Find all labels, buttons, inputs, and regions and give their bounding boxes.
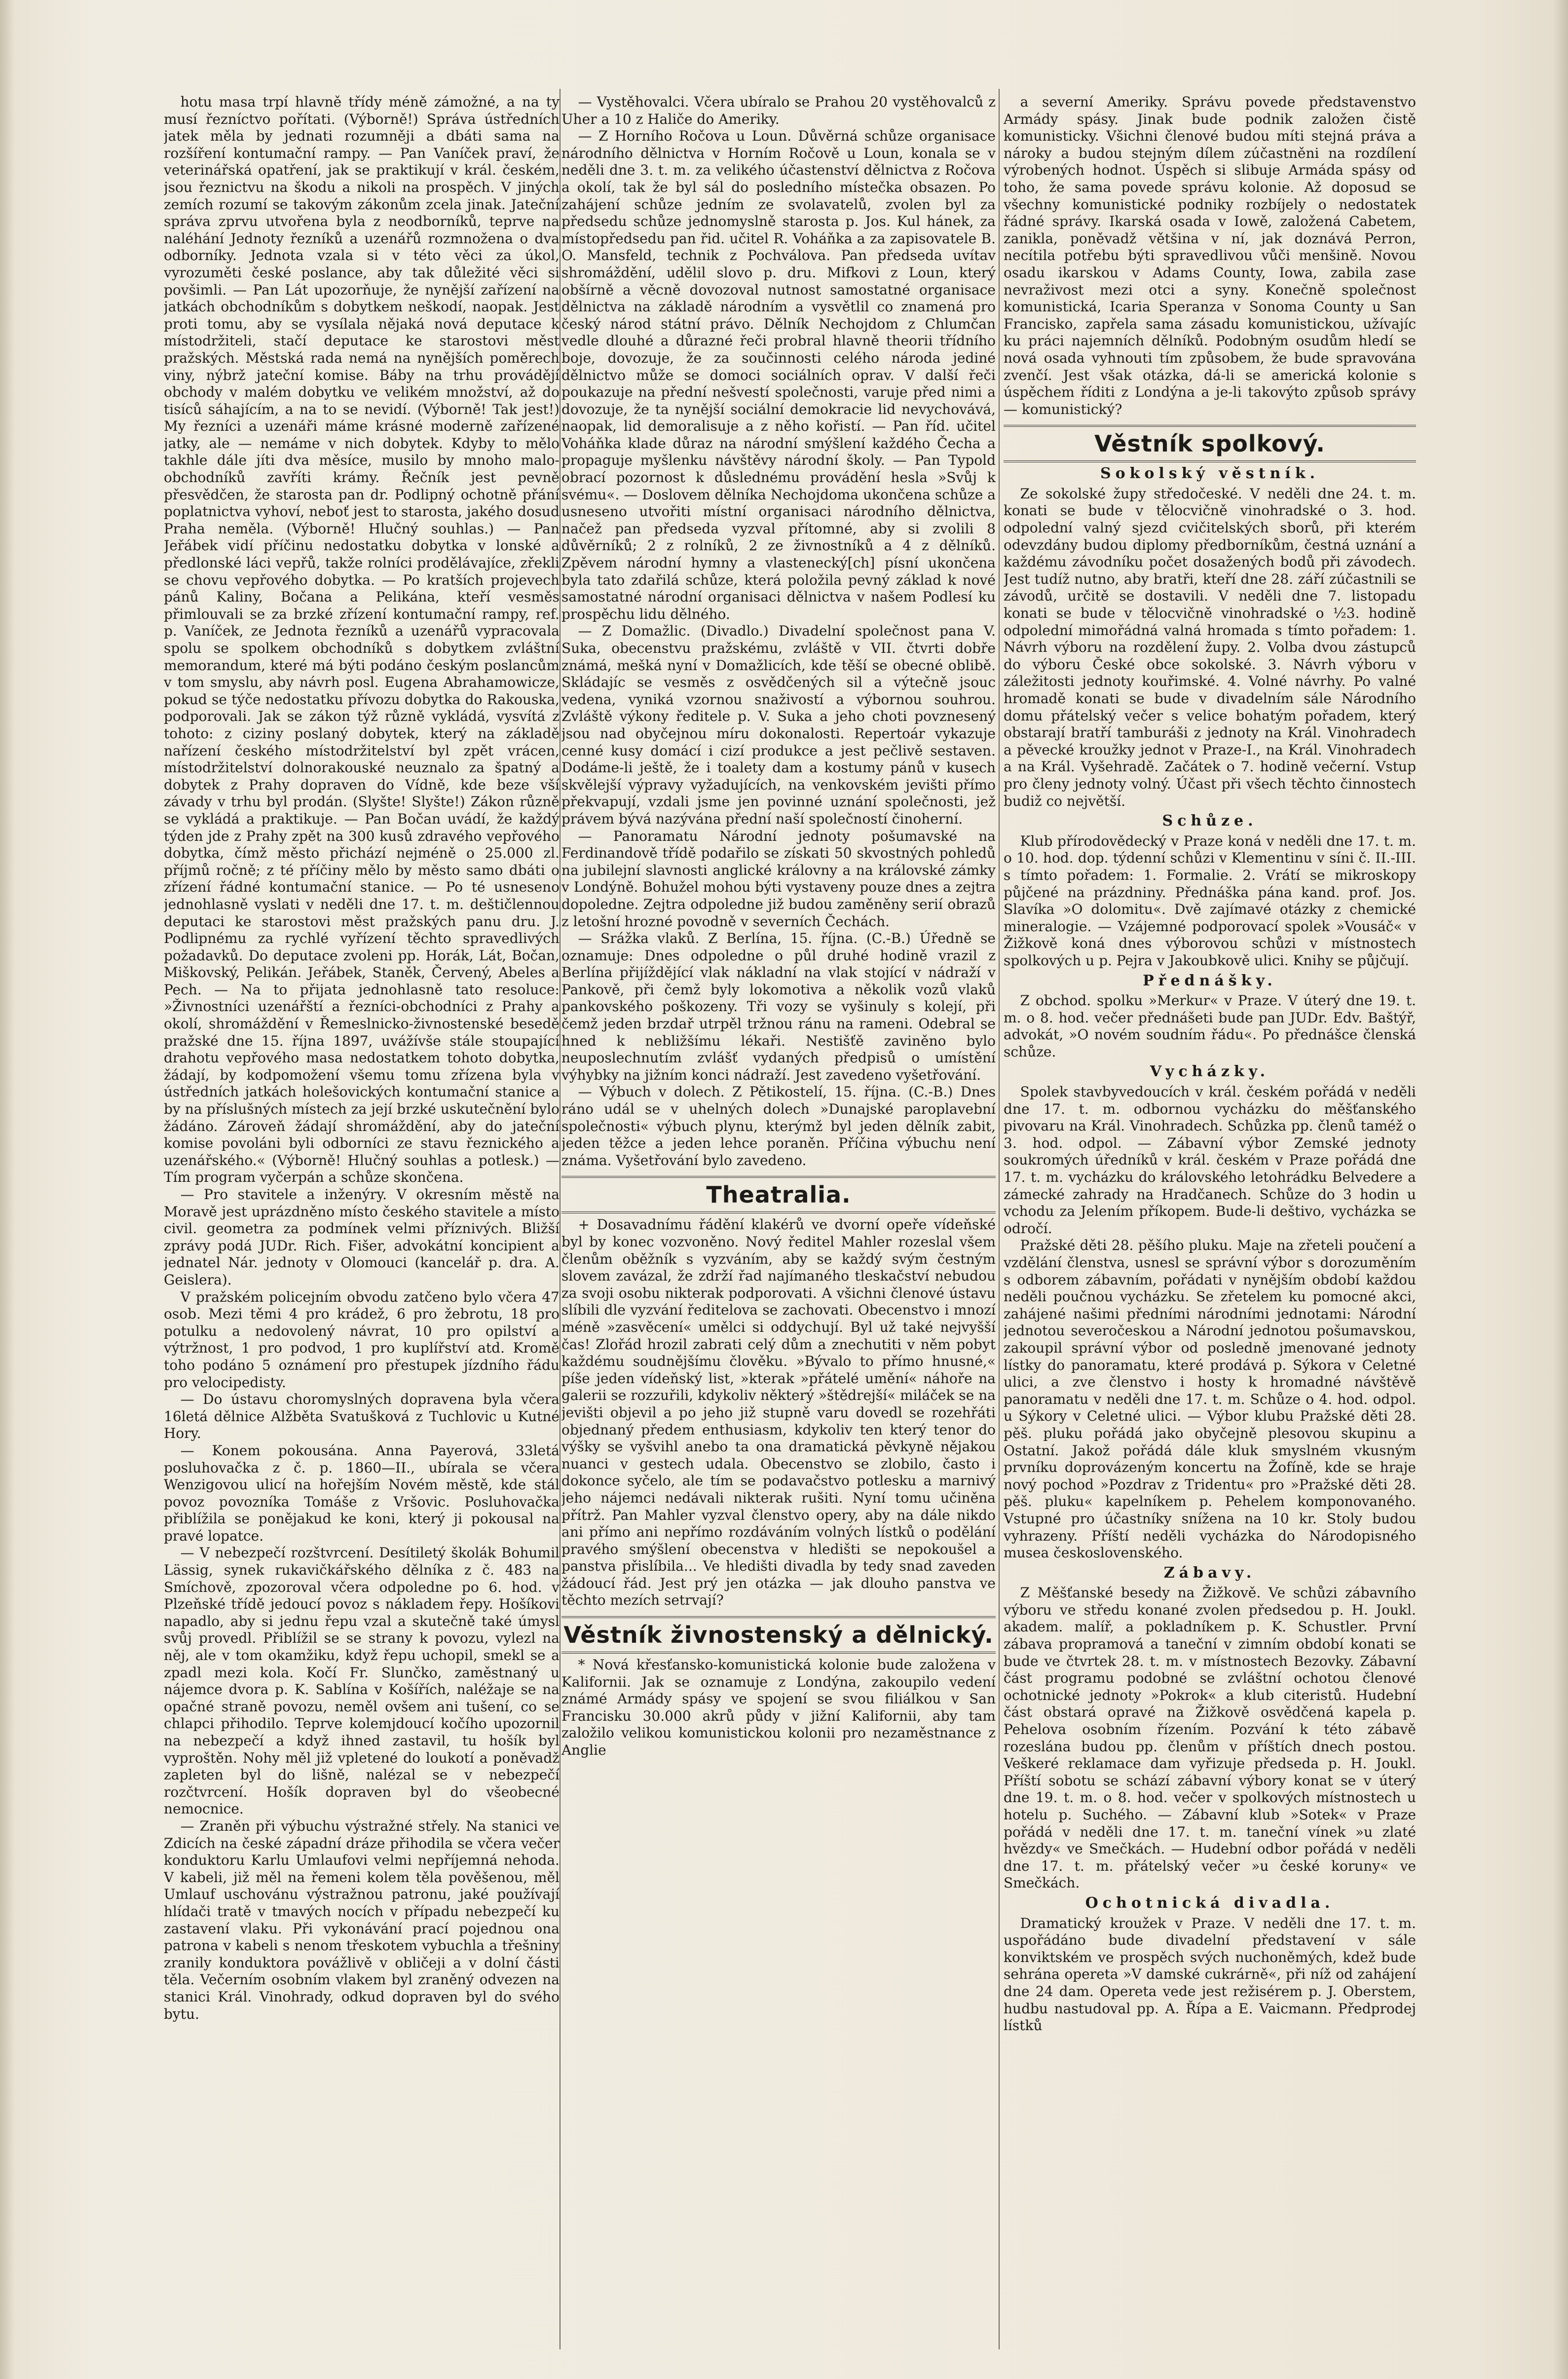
article-paragraph: Pražské děti 28. pěšího pluku. Maje na zřeteli poučení a vzdělání členstva, usnesl se správní výbor s dorozuměním s odborem zábavním, pořádati v nynějším období každou neděli poučnou vycházku. Se zřetelem ku pomocné akci, zahájené našimi předními národními jednotami: Národní jednotou severočeskou a Národní jednotou pošumavskou, zakoupil správní výbor od posledně jmenované jednoty lístky do panoramatu, které prodává p. Sýkora v Celetné ulici, a zve členstvo i hosty k hromadné návštěvě panoramatu v neděli dne 17. t. m. Schůze o 4. hod. odpol. u Sýkory v Celetné ulici. — Výbor klubu Pražské děti 28. pěš. pluku pořádá jako obyčejně plesovou skupinu a Ostatní. Jakož pořádá dále kluk smyslném vkusným prvníku doprovázeným koncertu na Žofíně, kde se hraje nový pochod »Pozdrav z Tridentu« pro »Pražské děti 28. pěš. pluku« kapelníkem p. Pehelem komponovaného. Vstupné pro účastníky snížena na 10 kr. Stoly budou vyhrazeny. Příští neděli vycházka do Národopisného musea československého. [1004, 1237, 1416, 1561]
article-paragraph: — Vystěhovalci. Včera ubíralo se Prahou 20 vystěhovalců z Uher a 10 z Haliče do Ameriky. [561, 94, 996, 127]
column-2 [561, 94, 996, 2349]
article-paragraph: Spolek stavbyvedoucích v král. českém pořádá v neděli dne 17. t. m. odbornou vycházku do měšťanského pivovaru na Král. Vinohradech. Schůzka pp. členů taméž o 3. hod. odpol. — Zábavní výbor Zemské jednoty soukromých úředníků v král. českém v Praze pořádá dne 17. t. m. vycházku do královského letohrádku Belvedere a zámecké zahrady na Hradčanech. Schůze do 3 hodin u vchodu za Jelením příkopem. Bude-li deštivo, vycházka se odročí. [1004, 1084, 1416, 1237]
article-paragraph: — Zraněn při výbuchu výstražné střely. Na stanici ve Zdicích na české západní dráze přihodila se včera večer konduktoru Karlu Umlaufovi velmi nepříjemná nehoda. V kabeli, již měl na řemeni kolem těla pověšenou, měl Umlauf uschovánu výstražnou patronu, jaké používají hlídači tratě v tmavých nocích v případu nebezpečí ku zastavení vlaku. Při vykonávání prací pojednou ona patrona v kabeli s nenom třeskotem vybuchla a třešniny zranily konduktora povážlivě v obličeji a v dolní části těla. Večerním osobním vlakem byl zraněný odvezen na stanici Král. Vinohrady, odkud dopraven byl do svého bytu. [164, 1817, 560, 2022]
article-paragraph: — Do ústavu choromyslných dopravena byla včera 16letá dělnice Alžběta Svatušková z Tuchlovic u Kutné Hory. [164, 1391, 560, 1442]
article-paragraph: a severní Ameriky. Správu povede představenstvo Armády spásy. Jinak bude podnik založen čistě komunisticky. Všichni členové budou míti stejná práva a nároky a budou stejným dílem zúčastněni na rozdílení výrobených hodnot. Úspěch si slibuje Armáda spásy od toho, že sama povede správu kolonie. Až doposud se všechny komunistické podniky rozbíjely o nedostatek řádné správy. Ikarská osada v Iowě, založená Cabetem, zanikla, poněvadž většina v ní, jak doznává Perron, necítila potřebu býti spravedlivou vůči menšině. Novou osadu ikarskou v Adams County, Iowa, zabila zase nevraživost mezi otci a syny. Konečně společnost komunistická, Icaria Speranza v Sonoma County u San Francisko, zapřela sama zásadu komunistickou, užívajíc ku práci najemních dělníků. Podobným osudům hledí se nová osada vyhnouti tím způsobem, že bude spravována zvenčí. Jest však otázka, dá-li se americká kolonie s úspěchem říditi z Londýna a je-li takovýto způsob správy — komunistický? [1004, 94, 1416, 417]
article-paragraph: Klub přírodovědecký v Praze koná v neděli dne 17. t. m. o 10. hod. dop. týdenní schůzi v Klementinu v síni č. II.-III. s tímto pořadem: 1. Formalie. 2. Vrátí se mikroskopy půjčené na prázdniny. Přednáška pána kand. prof. Jos. Slavíka »O dolomitu«. Dvě zajímavé otázky z chemické mineralogie. — Vzájemné podporovací spolek »Vousáč« v Žižkově koná dnes výborovou schůzi v místnostech spolkových u p. Pejra v Jakoubkově ulici. Knihy se půjčují. [1004, 832, 1416, 969]
article-paragraph: Z obchod. spolku »Merkur« v Praze. V úterý dne 19. t. m. o 8. hod. večer přednášeti bude pan JUDr. Edv. Baštýř, advokát, »O novém soudním řádu«. Po přednášce členská schůze. [1004, 992, 1416, 1060]
subsection-heading: Sokolský věstník. [1100, 465, 1320, 483]
article-paragraph: — Konem pokousána. Anna Payerová, 33letá posluhovačka z č. p. 1860—II., ubírala se včera Wenzigovou ulicí na hořejším Novém městě, kde stál povoz povozníka Tomáše z Vršovic. Posluhovačka přiblížila se ponějakud ke koni, který ji pokousal na pravé lopatce. [164, 1442, 560, 1544]
left-edge-shadow [0, 0, 15, 2379]
article-paragraph: + Dosavadnímu řádění klakérů ve dvorní opeře vídeňské byl by konec vozvoněno. Nový ředitel Mahler rozeslal všem členům oběžník s vyzváním, aby se každý svým čestným slovem zavázal, že zdrží řad najímaného tleskačství nebudou za svoji osobu nikterak podporovati. A všichni členové ústavu slíbili dle vyzvání ředitelova se zachovati. Obecenstvo i mnozí méně »zasvěcení« umělci si oddychují. Byl už také nejvyšší čas! Zlořád hrozil zabrati celý dům a znechutiti v něm pobyt každému soudnějšímu člověku. »Bývalo to přímo hnusné,« píše jeden vídeňský list, »kterak »přátelé umění« náhoře na galerii se rozzuřili, kdykoliv některý »štědrejší« miláček se na jevišti objevil a po jeho již stupně varu dovedl se rozehřáti objednaný předem enthusiasm, kdykoliv ten který tenor do výšky se vyšvihl anebo ta ona dramatická pěvkyně nějakou nuanci v gestech udala. Obecenstvo se zlobilo, často i dokonce syčelo, ale tím se podavačstvo potlesku a marnivý jeho nájemci nedávali nikterak rušiti. Nyní tomu učiněna přítrž. Pan Mahler vyzval členstvo opery, aby na dále nikdo ani přímo ani nepřímo rozdáváním volných lístků o podělání pravého smýšlení obecenstva v hledišti se nepokoušel a panstva přislíbila... Ve hledišti divadla by tedy snad zaveden žádoucí řád. Jest prý jen otázka — jak dlouho panstva ve těchto mezích setrvají? [561, 1216, 996, 1609]
article-paragraph: hotu masa trpí hlavně třídy méně zámožné, a na ty musí řezníctvo pořítati. (Výborně!) Správa ústředních jatek měla by jednati rozumněji a dbáti sama na rozšíření kontumační rampy. — Pan Vaníček praví, že veterinářská opatření, jak se praktikují v král. českém, jsou řeznictvu na škodu a nikoli na prospěch. V jiných zemích rozumí se takovým zákonům zcela jinak. Jateční správa zprvu utvořena byla z neodborníků, teprve na naléhání Jednoty řezníků a uzenářů rozmnožena o dva odborníky. Jednota vzala si v této věci za úkol, vyrozuměti české poslance, aby tak důležité věci si povšimli. — Pan Lát upozorňuje, že nynější zařízení na jatkách obchodníkům s dobytkem neškodí, naopak. Jest proti tomu, aby se vysílala nějaká nová deputace k místodržiteli, stačí deputace ke starostovi měst pražských. Městská rada nemá na nynějších poměrech viny, nýbrž jateční komise. Báby na trhu provádějí obchody v malém dobytku ve velikém množství, až do tisíců sáhajícím, a na to se nevidí. (Výborně! Tak jest!) My řezníci a uzenáři máme krásné moderně zařízené jatky, ale — nemáme v nich dobytek. Kdyby to mělo takhle dále jíti dva měsíce, musilo by mnoho malo-obchodníků zavříti krámy. Řečník jest pevně přesvědčen, že starosta pan dr. Podlipný ochotně přání poplatnictva vyhoví, neboť jest to starosta, jakého dosud Praha neměla. (Výborně! Hlučný souhlas.) — Pan Jeřábek vidí příčinu nedostatku dobytka v lonské a předlonské láci vepřů, takže rolníci prodělávajíce, zřekli se chovu vepřového dobytka. — Po kratších projevech pánů Kaliny, Bočana a Pelikána, kteří vesměs přimlouvali se za brzké zřízení kontumační rampy, ref. p. Vaníček, ze Jednota řezníků a uzenářů vypracovala spolu se spolkem obchodníků s dobytkem zvláštní memorandum, které má býti podáno českým poslancům v tom smyslu, aby návrh posl. Eugena Abrahamowicze, pokud se týče nedostatku přívozu dobytka do Rakouska, podporovali. Jak se zákon týž různě vykládá, vysvítá z tohoto: z ciziny poslaný dobytek, který na základě nařízení českého místodržitelství byl zpět vrácen, místodržitelství dolnorakouské neuznalo za špatný a dobytek z Prahy dopraven do Vídně, kde beze vší závady v trhu byl prodán. (Slyšte! Slyšte!) Zákon různě se vykládá a praktikuje. — Pan Bočan uvádí, že každý týden jde z Prahy zpět na 300 kusů zdravého vepřového dobytka, čímž město přichází nejméně o 25.000 zl. příjmů ročně; z té příčiny mělo by město samo dbáti o zřízení řádné kontumační stanice. — Po té usneseno jednohlasně vyslati v neděli dne 17. t. m. deštičlennou deputaci ke starostovi měst pražských panu dru. J. Podlipnému za rychlé vyřízení těchto spravedlivých požadavků. Do deputace zvoleni pp. Horák, Lát, Bočan, Miškovský, Pelikán. Jeřábek, Staněk, Červený, Abeles a Pech. — Na to přijata jednohlasně tato resoluce: »Živnostníci uzenářští a řezníci-obchodníci z Prahy a okolí, shromáždění v Řemeslnicko-živnostenské besedě pražské dne 15. října 1897, uvážívše stále stoupající drahotu vepřového masa nedostatkem tohoto dobytka, žádají, by kodpomožení všemu tomu zřízena byla v ústředních jatkách holešovických kontumační stanice a by na příslušných místech za její brzké uskutečnění bylo žádáno. Zároveň žádají shromáždění, aby do jateční komise povoláni byli odborníci ze stavu řeznického a uzenářského.« (Výborně! Hlučný souhlas a potlesk.) — Tím program vyčerpán a schůze skončena. [164, 94, 560, 1186]
article-paragraph: Ze sokolské župy středočeské. V neděli dne 24. t. m. konati se bude v tělocvičně vinohradské o 3. hod. odpolední valný sjezd cvičitelských sborů, při kterém odevzdány budou diplomy předborníkům, čestná uznání a každému závodníku počet dosažených bodů při závodech. Jest tudíž nutno, aby bratři, kteří dne 28. září zúčastnili se závodů, určitě se dostavili. V neděli dne 7. listopadu konati se bude v tělocvičně vinohradské o ½3. hodině odpolední mimořádná valná hromada s tímto pořadem: 1. Návrh výboru na rozdělení župy. 2. Volba dvou zástupců do výboru České obce sokolské. 3. Návrh výboru v záležitosti jednoty kouřimské. 4. Volné návrhy. Po valné hromadě konati se bude v divadelním sále Národního domu přátelský večer s velice bohatým pořadem, který obstarají bratří tamburáši z jednoty na Král. Vinohradech a pěvecké kroužky jednot v Praze-I., na Král. Vinohradech a na Král. Vyšehradě. Začátek o 7. hodině večerní. Vstup pro členy jednoty volný. Účast při všech těchto činnostech budiž co největší. [1004, 485, 1416, 809]
article-paragraph: — V nebezpečí rozštvrcení. Desítiletý školák Bohumil Lässig, synek rukavičkářského dělníka z č. 483 na Smíchově, zpozoroval včera odpoledne po 6. hod. v Plzeňské třídě jedoucí povoz s nákladem řepy. Hošíkovi napadlo, aby si jednu řepu vzal a skutečně také úmysl svůj provedl. Přiblížil se se strany k povozu, vylezl na něj, ale v tom okamžiku, když řepu uchopil, smekl se a zpadl mezi kola. Kočí Fr. Slunčko, zaměstnaný u nájemce dvora p. K. Sablína v Košířích, naléžaje se na opačné straně povozu, neměl ovšem ani tušení, co se chlapci přihodilo. Teprve kolemjdoucí kočího upozornil na nebezpečí a když ihned zastavil, tu hošík byl vyproštěn. Nohy měl již vpletené do loukotí a poněvadž zapleten byl do lišně, nalézal se v nebezpečí rozčtvrcení. Hošík dopraven byl do všeobecné nemocnice. [164, 1545, 560, 1817]
subsection-heading: Zábavy. [1163, 1564, 1256, 1582]
article-paragraph: V pražském policejním obvodu zatčeno bylo včera 47 osob. Mezi těmi 4 pro krádež, 6 pro žebrotu, 18 pro potulku a nedovolený návrat, 10 pro opilství a výtržnost, 1 pro podvod, 1 pro kuplířství atd. Kromě toho podáno 5 oznámení pro přestupek jízdního řádu pro velocipedisty. [164, 1288, 560, 1391]
article-paragraph: — Pro stavitele a inženýry. V okresním městě na Moravě jest uprázdněno místo českého stavitele a místo civil. geometra za podmínek velmi příznivých. Bližší zprávy podá JUDr. Rich. Fišer, advokátní koncipient a jednatel Nár. jednoty v Olomouci (kancelář p. dra. A. Geislera). [164, 1186, 560, 1288]
subsection-heading: Přednášky. [1143, 972, 1277, 989]
article-paragraph: — Srážka vlaků. Z Berlína, 15. října. (C.-B.) Úředně se oznamuje: Dnes odpoledne o půl druhé hodině vrazil z Berlína přijíždějící vlak nákladní na vlak stojící v nádraží v Pankově, při čemž byly lokomotiva a několik vozů vlaků pankovského poškozeny. Tři vozy se vyšinuly s kolejí, při čemž jeden brzdař utrpěl tržnou ránu na rameni. Odebral se hned k nebližšímu lékaři. Nestišťě zaviněno bylo neuposlechnutím zvlášť vydaných předpisů o umístění výhybky na jižním konci nádraží. Jest zavedeno vyšetřování. [561, 930, 996, 1083]
subsection-heading: Ochotnická divadla. [1085, 1894, 1335, 1912]
section-heading: Věstník živnostenský a dělnický. [561, 1616, 996, 1654]
article-paragraph: * Nová křesťansko-komunistická kolonie bude založena v Kalifornii. Jak se oznamuje z Londýna, zakoupilo vedení známé Armády spásy ve spojení se svou filiálkou v San Francisku 30.000 akrů půdy v jižní Kalifornii, aby tam založilo velikou komunistickou kolonii pro nezaměstnance z Anglie [561, 1657, 996, 1759]
section-heading: Věstník spolkový. [1004, 425, 1416, 462]
subsection-heading: Schůze. [1162, 812, 1258, 830]
article-paragraph: — Z Domažlic. (Divadlo.) Divadelní společnost pana V. Suka, obecenstvu pražskému, zvláště v VII. čtvrti dobře známá, mešká nyní v Domažlicích, kde těší se obecné oblibě. Skládajíc se vesměs z osvědčených sil a výtečně jsouc vedena, vyniká vzornou snaživostí a výbornou souhrou. Zvláště výkony ředitele p. V. Suka a jeho choti povznesený jsou nad obyčejnou míru dokonalosti. Repertoár vykazuje cenné kusy domácí i cizí produkce a jest pečlivě sestaven. Dodáme-li ještě, že i toalety dam a kostumy pánů v kusech skvělejší výpravy vyžadujících, na venkovském jevišti přímo překvapují, vzdali jsme jen povinné uznání společnosti, jež právem bývá nazývána přední naší společností činoherní. [561, 623, 996, 827]
right-edge-shadow [1553, 0, 1568, 2379]
article-paragraph: — Z Horního Ročova u Loun. Důvěrná schůze organisace národního dělnictva v Horním Ročově u Loun, konala se v neděli dne 3. t. m. za velikého účastenství dělnictva z Ročova a okolí, tak že byl sál do posledního místečka obsazen. Po zahájení schůze jedním ze svolavatelů, zvolen byl za předsedu schůze jednomyslně starosta p. Jos. Kul hánek, za místopředsedu pan řid. učitel R. Voháňka a za zapisovatele B. O. Mansfeld, technik z Pochválova. Pan předseda uvítav shromáždění, udělil slovo p. dru. Mifkovi z Loun, který obšírně a věcně dovozoval nutnost samostatné organisace dělnictva na základě národním a vysvětlil co znamená pro český národ státní právo. Dělník Nechojdom z Chlumčan vedle dlouhé a důrazné řeči probral hlavně theorii třídního boje, dovozuje, že za součinnosti celého národa jediné dělnictvo může se domoci sociálních oprav. V další řeči poukazuje na přední nešvestí společnosti, varuje před nimi a dovozuje, že ta nynější sociální demokracie lid nevychovává, naopak, lid demoralisuje a z něho kořistí. — Pan říd. učitel Voháňka klade důraz na národní smýšlení každého Čecha a propaguje myšlenku návštěvy národní školy. — Pan Typold obrací pozornost k důslednému provádění hesla »Svůj k svému«. — Doslovem dělníka Nechojdoma ukončena schůze a usneseno utvořiti místní organisaci národního dělnictva, načež pan předseda vyzval přítomné, aby si zvolili 8 důvěrníků; 2 z rolníků, 2 ze živnostníků a 4 z dělníků. Zpěvem národní hymny a vlastenecký[ch] písní ukončena byla tato zdařilá schůze, která položila pevný základ k nové samostatné národní organisaci dělnictva v našem Podlesí ku prospěchu lidu dělného. [561, 128, 996, 622]
column-1 [164, 94, 560, 2349]
column-rule-2 [999, 89, 1000, 2349]
article-paragraph: — Výbuch v dolech. Z Pětikostelí, 15. října. (C.-B.) Dnes ráno udál se v uhelných dolech »Dunajské paroplavební společnosti« výbuch plynu, kterýmž byl jeden dělník zabit, jeden těžce a jeden lehce poraněn. Příčina výbuchu není známa. Vyšetřování bylo zavedeno. [561, 1084, 996, 1169]
subsection-heading: Vycházky. [1150, 1063, 1270, 1081]
article-paragraph: Dramatický kroužek v Praze. V neděli dne 17. t. m. uspořádáno bude divadelní představení v sále konviktském ve prospěch svých nuchoněmých, kdež bude sehrána opereta »V damské cukrárně«, při níž od zahájení dne 24 dam. Opereta vede jest režisérem p. J. Oberstem, hudbu nastudoval pp. A. Řípa a E. Vaicmann. Předprodej lístků [1004, 1915, 1416, 2034]
section-heading: Theatralia. [561, 1176, 996, 1213]
article-paragraph: Z Měšťanské besedy na Žižkově. Ve schůzi zábavního výboru ve středu konané zvolen předsedou p. H. Joukl. akadem. malíř, a pokladníkem p. K. Schustler. První zábava propramová a taneční v zimním období konati se bude ve čtvrtek 28. t. m. v místnostech Bezovky. Zábavní část programu podobné se zvláštní ochotou členové ochotnické jednoty »Pokrok« a klub citeristů. Hudební část obstará opravé na Žižkově osvědčená kapela p. Pehelova osobním řízením. Pozvání k této zábavě rozeslána budou pp. členům v příštích dnech postou. Veškeré reklamace dam vyřizuje předseda p. H. Joukl. Příští sobotu se schází zábavní výbory konat se v úterý dne 19. t. m. o 8. hod. večer v spolkových místnostech u hotelu p. Suchého. — Zábavní klub »Sotek« v Praze pořádá v neděli dne 17. t. m. taneční vínek »u zlaté hvězdy« ve Smečkách. — Hudební odbor pořádá v neděli dne 17. t. m. přátelský večer »u české koruny« ve Smečkách. [1004, 1585, 1416, 1891]
column-3 [1004, 94, 1416, 2349]
article-paragraph: — Panoramatu Národní jednoty pošumavské na Ferdinandově třídě podařilo se získati 50 skvostných pohledů na jubilejní slavnosti anglické královny a na královské zámky v Londýně. Bohužel mohou býti vystaveny pouze dnes a zejtra dopoledne. Zejtra odpoledne již budou zaměněny serií obrazů z letošní hrozné povodně v severních Čechách. [561, 828, 996, 930]
